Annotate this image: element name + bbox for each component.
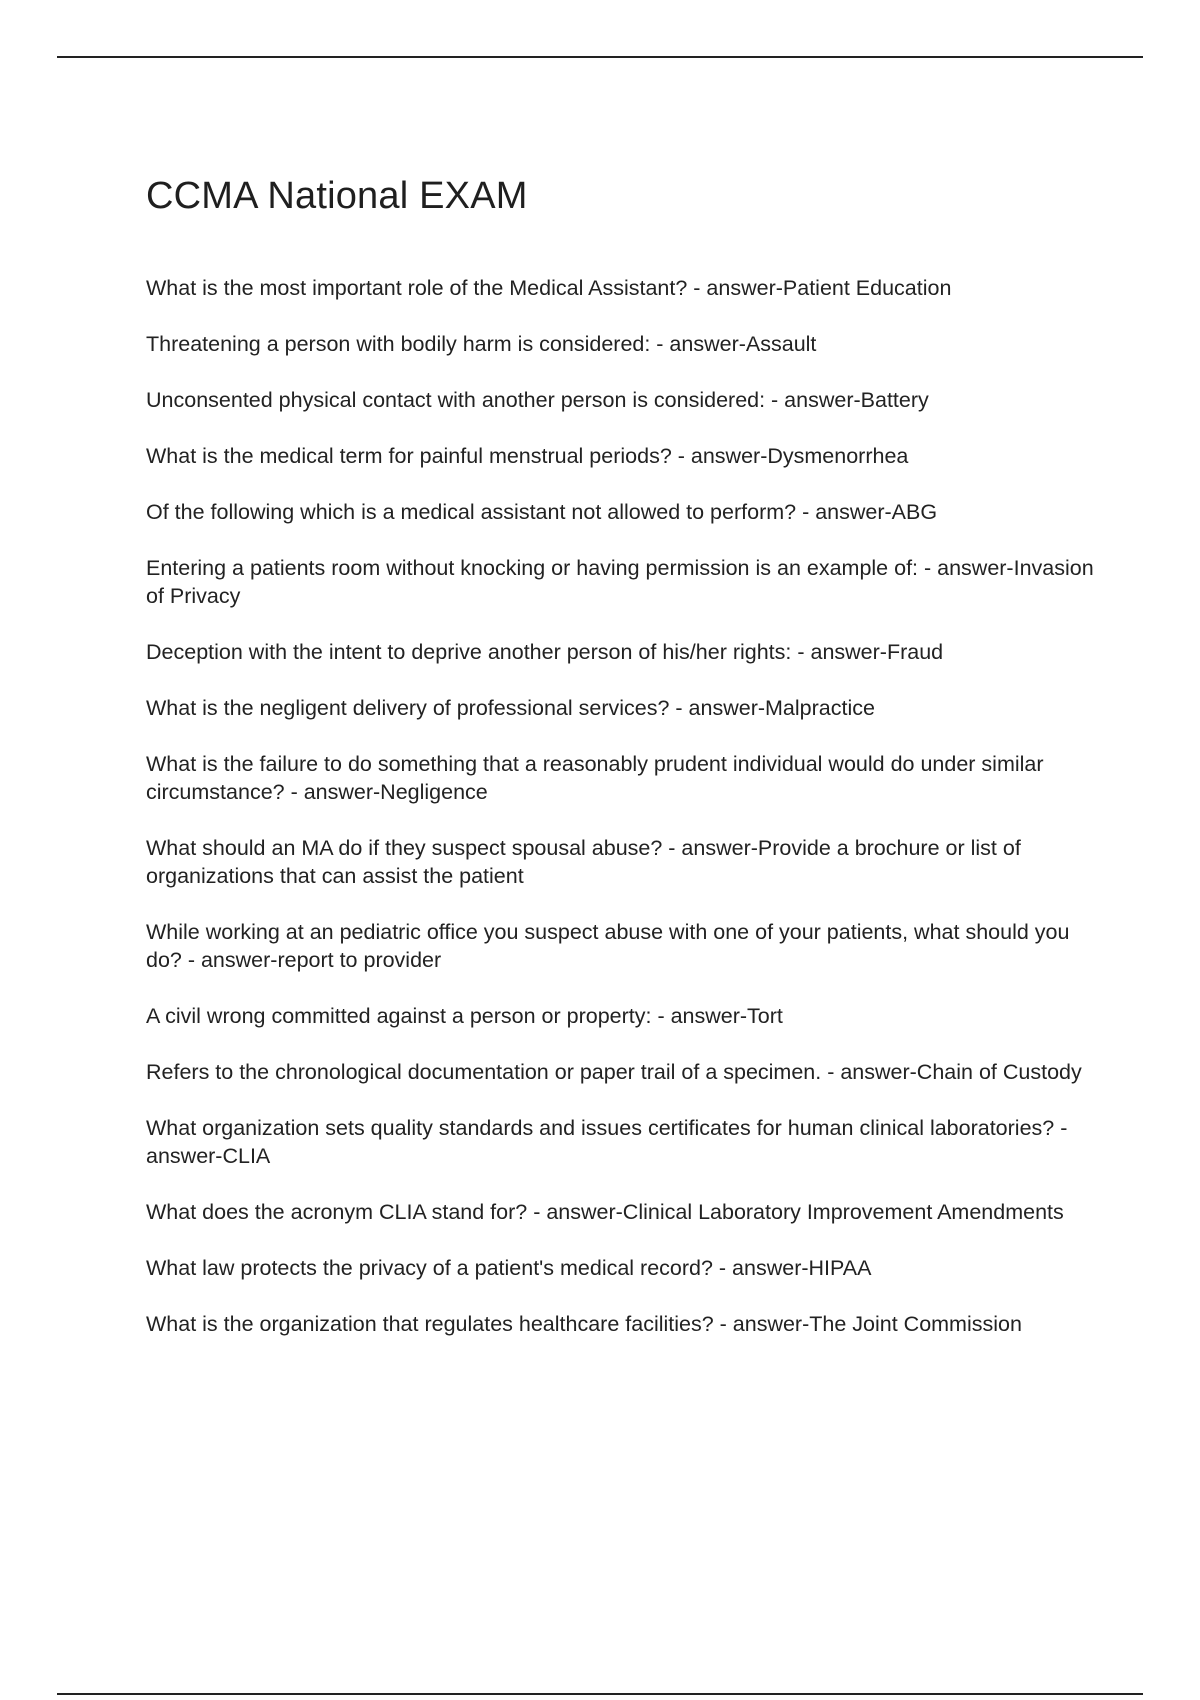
qa-item-4: What is the medical term for painful menstrual periods? - answer-Dysmenorrhea	[146, 444, 909, 468]
qa-item-2: Threatening a person with bodily harm is considered: - answer-Assault	[146, 332, 817, 356]
qa-item-3: Unconsented physical contact with another person is considered: - answer-Battery	[146, 388, 929, 412]
qa-item-8: What is the negligent delivery of professional services? - answer-Malpractice	[146, 696, 875, 720]
qa-item-1: What is the most important role of the Medical Assistant? - answer-Patient Education	[146, 276, 952, 300]
qa-item-15: What does the acronym CLIA stand for? - answer-Clinical Laboratory Improvement Amendments	[146, 1200, 1064, 1224]
qa-item-12: A civil wrong committed against a person or property: - answer-Tort	[146, 1004, 783, 1028]
page-title: CCMA National EXAM	[146, 175, 528, 217]
qa-item-11: While working at an pediatric office you suspect abuse with one of your patients, what should you do? - answer-report to provider	[146, 920, 1070, 972]
qa-item-17: What is the organization that regulates healthcare facilities? - answer-The Joint Commission	[146, 1312, 1022, 1336]
qa-item-6: Entering a patients room without knocking or having permission is an example of: - answer-Invasion of Privacy	[146, 556, 1094, 608]
qa-item-5: Of the following which is a medical assistant not allowed to perform? - answer-ABG	[146, 500, 938, 524]
qa-item-14: What organization sets quality standards and issues certificates for human clinical laboratories? - answer-CLIA	[146, 1116, 1068, 1168]
qa-item-16: What law protects the privacy of a patient's medical record? - answer-HIPAA	[146, 1256, 872, 1280]
header-divider	[57, 56, 1143, 58]
qa-item-9: What is the failure to do something that a reasonably prudent individual would do under similar circumstance? - answer-Negligence	[146, 752, 1044, 804]
qa-item-10: What should an MA do if they suspect spousal abuse? - answer-Provide a brochure or list of organizations that can assist the patient	[146, 836, 1021, 888]
qa-item-7: Deception with the intent to deprive another person of his/her rights: - answer-Fraud	[146, 640, 944, 664]
question-answer-list	[146, 274, 1096, 1366]
qa-item-13: Refers to the chronological documentation or paper trail of a specimen. - answer-Chain of Custody	[146, 1060, 1082, 1084]
footer-divider	[57, 1693, 1143, 1695]
